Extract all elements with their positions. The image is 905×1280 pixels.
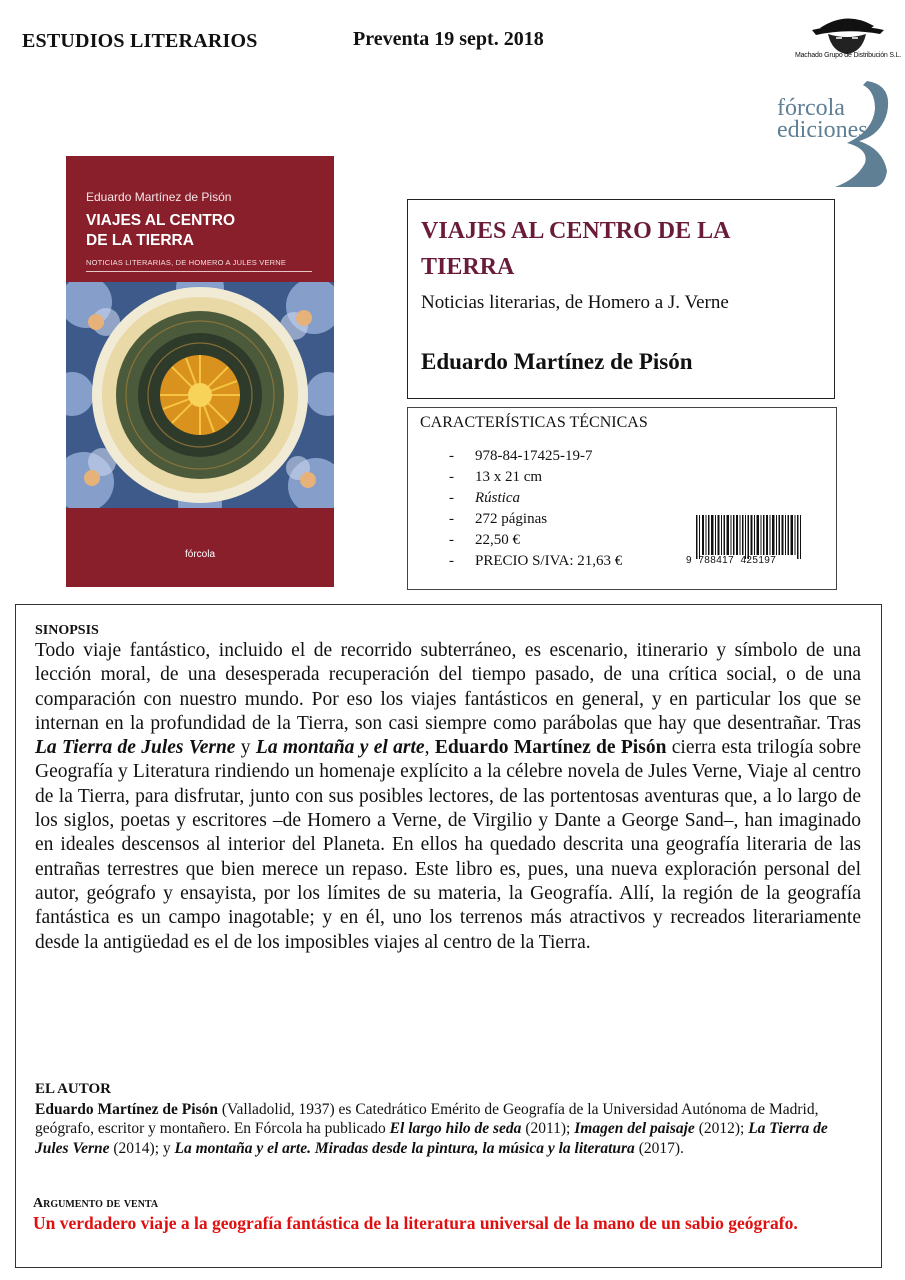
spec-bullet: - (449, 553, 454, 569)
synopsis-book2: La montaña y el arte (255, 737, 425, 759)
selling-point-text: Un verdadero viaje a la geografía fantástica de la literatura universal de la mano de un sabio geógrafo. (33, 1213, 798, 1233)
spec-bullet: - (449, 448, 454, 464)
author-work-2: Imagen del paisaje (574, 1120, 695, 1138)
synopsis-book1: La Tierra de Jules Verne (35, 737, 236, 759)
spec-binding: Rústica (475, 490, 520, 506)
cover-title-line2: DE LA TIERRA (86, 232, 194, 249)
synopsis-part1: Todo viaje fantástico, incluido el de recorrido subterráneo, es escenario, itinerario y símbolo de una lección moral, de una desesperada recuperación del tiempo pasado, de una crítica social, o de una comparación con nuestro mundo. Por eso los viajes fantásticos en general, y en particular los que se internan en la profundidad de la Tierra, son casi siempre como parábolas que hay que desentrañar. Tras (35, 640, 861, 734)
author-work-3-year: (2014); y (109, 1139, 175, 1157)
book-subtitle: Noticias literarias, de Homero a J. Verne (421, 292, 729, 313)
barcode-digits: 9 788417 425197 (686, 555, 777, 566)
spec-price: 22,50 € (475, 532, 520, 548)
cover-publisher: fórcola (184, 549, 215, 560)
cover-divider (86, 271, 312, 272)
cover-author: Eduardo Martínez de Pisón (86, 190, 232, 204)
author-work-2-year: (2012); (694, 1120, 749, 1138)
cover-subtitle: NOTICIAS LITERARIAS, DE HOMERO A JULES VERNE (86, 258, 287, 267)
synopsis-join: y (235, 737, 256, 759)
cover-title-line1: VIAJES AL CENTRO (86, 212, 235, 229)
author-name: Eduardo Martínez de Pisón (35, 1101, 218, 1118)
spec-size: 13 x 21 cm (475, 469, 543, 485)
cover-illustration (66, 282, 334, 508)
synopsis-comma: , (424, 737, 430, 759)
book-title-line2: TIERRA (421, 254, 515, 280)
author-work-4: La montaña y el arte. Miradas desde la pintura, la música y la literatura (174, 1139, 635, 1157)
author-work-4-year: (2017). (634, 1139, 684, 1157)
distributor-name: Machado Grupo de Distribución S.L. (794, 52, 902, 59)
author-heading: EL AUTOR (35, 1081, 112, 1097)
book-title-line1: VIAJES AL CENTRO DE LA (421, 218, 731, 244)
synopsis-part2: cierra esta trilogía sobre Geografía y Literatura rindiendo un homenaje explícito a la célebre novela de Jules Verne, Viaje al centro de la Tierra, para disfrutar, junto con sus posibles lectores, de las portentosas aventuras que, a lo largo de los siglos, poetas y escritores –de Homero a Verne, de Virgilio y Dante a George Sand–, han imaginado en ideales descensos al interior del Planeta. En ellos ha quedado descrita una geografía literaria de las entrañas terrestres que bien merece un repaso. Este libro es, pues, una nueva exploración personal del autor, geógrafo y ensayista, por los límites de su materia, la Geografía. Allí, la región de la geografía fantástica es un campo inagotable; y en él, uno los terrenos más atractivos y recreados literariamente desde la antigüedad es el de los imposibles viajes al centro de la Tierra. (35, 737, 862, 953)
book-author: Eduardo Martínez de Pisón (421, 349, 693, 374)
forcola-logo-word: fórcola (777, 95, 845, 121)
spec-bullet: - (449, 532, 454, 548)
author-bio-text: (Valladolid, 1937) es Catedrático Emérito de Geografía de la Universidad Autónoma de Madrid, geógrafo, escritor y montañero. En Fórcola ha publicado (35, 1101, 819, 1138)
spec-isbn: 978-84-17425-19-7 (475, 448, 593, 464)
synopsis-heading: SINOPSIS (35, 623, 99, 638)
distributor-logo (792, 8, 902, 70)
synopsis-author: Eduardo Martínez de Pisón (434, 737, 667, 759)
selling-point-heading: Argumento de venta (33, 1196, 159, 1211)
spec-bullet: - (449, 469, 454, 485)
author-work-1-year: (2011); (521, 1120, 575, 1138)
spec-bullet: - (449, 511, 454, 527)
section-label: ESTUDIOS LITERARIOS (22, 30, 258, 52)
spec-bullet: - (449, 490, 454, 506)
presale-date: Preventa 19 sept. 2018 (353, 28, 544, 50)
spec-price-net: PRECIO S/IVA: 21,63 € (475, 553, 623, 569)
forcola-logo-subword: ediciones (777, 117, 868, 143)
author-bio (35, 1100, 865, 1158)
specs-heading: CARACTERÍSTICAS TÉCNICAS (420, 414, 648, 431)
synopsis-text (35, 639, 861, 955)
author-work-3: La Tierra de Jules Verne (35, 1120, 828, 1157)
author-work-1: El largo hilo de seda (389, 1120, 522, 1138)
spec-pages: 272 páginas (475, 511, 548, 527)
